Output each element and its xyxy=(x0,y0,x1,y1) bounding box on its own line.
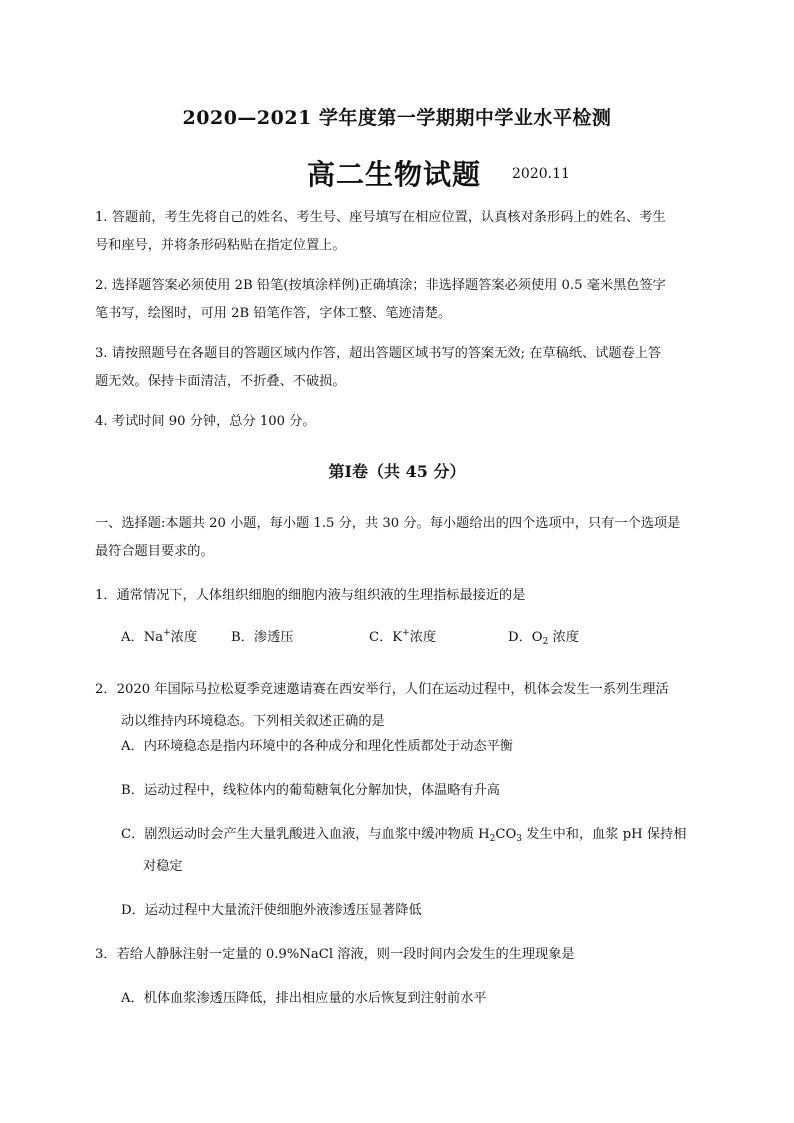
q2-stem-line-2: 动以维持内环境稳态。下列相关叙述正确的是 xyxy=(121,714,385,729)
q2-option-c-formula: CO xyxy=(495,827,517,842)
q2-option-c-sub-2: 3 xyxy=(516,834,523,844)
instruction-1-line-2: 号和座号，并将条形码粘贴在指定位置上。 xyxy=(95,238,346,253)
q2-option-c-sub-1: 2 xyxy=(489,834,496,844)
instruction-1-line-1: 1. 答题前，考生先将自己的姓名、考生号、座号填写在相应位置，认真核对条形码上的姓名、考生 xyxy=(95,210,666,225)
q1-option-d-sub: 2 xyxy=(542,637,549,647)
q1-option-d xyxy=(508,626,579,647)
q2-option-d: D．运动过程中大量流汗使细胞外液渗透压显著降低 xyxy=(121,903,422,918)
instruction-3-line-1: 3. 请按照题号在各题目的答题区域内作答，超出答题区域书写的答案无效; 在草稿纸、试题卷上答 xyxy=(95,346,662,361)
instruction-4: 4. 考试时间 90 分钟，总分 100 分。 xyxy=(95,414,316,429)
q1-option-c-sup: + xyxy=(402,628,410,638)
section-intro-line-1: 一、选择题:本题共 20 小题，每小题 1.5 分，共 30 分。每小题给出的四个选项中，只有一个选项是 xyxy=(95,516,681,531)
q1-option-a-text: A．Na xyxy=(121,630,164,645)
section-intro-line-2: 最符合题目要求的。 xyxy=(95,544,214,559)
q1-option-c-suffix: 浓度 xyxy=(409,630,437,645)
exam-subtitle: 高二生物试题 xyxy=(307,158,482,191)
q1-option-a xyxy=(121,626,197,645)
q2-option-c-text: C．剧烈运动时会产生大量乳酸进入血液，与血浆中缓冲物质 H xyxy=(121,827,490,842)
q2-option-c-line-1 xyxy=(121,823,686,844)
instruction-2-line-1: 2. 选择题答案必须使用 2B 铅笔(按填涂样例)正确填涂；非选择题答案必须使用 0.5 毫米黑色签字 xyxy=(95,278,666,293)
exam-title: 2020—2021 学年度第一学期期中学业水平检测 xyxy=(182,107,612,129)
q1-option-c xyxy=(369,626,436,645)
q1-option-d-text: D．O xyxy=(508,630,543,645)
q1-option-d-suffix: 浓度 xyxy=(548,630,579,645)
q2-stem-line-1: 2．2020 年国际马拉松夏季竞速邀请赛在西安举行，人们在运动过程中，机体会发生一系列生理活 xyxy=(95,682,669,697)
q1-option-a-sup: + xyxy=(163,628,171,638)
instruction-2-line-2: 笔书写，绘图时，可用 2B 铅笔作答，字体工整、笔迹清楚。 xyxy=(95,306,452,321)
exam-date: 2020.11 xyxy=(512,166,570,182)
q2-option-b: B．运动过程中，线粒体内的葡萄糖氧化分解加快，体温略有升高 xyxy=(121,783,500,798)
q3-option-a: A．机体血浆渗透压降低，排出相应量的水后恢复到注射前水平 xyxy=(121,991,487,1006)
instruction-3-line-2: 题无效。保持卡面清洁，不折叠、不破损。 xyxy=(95,374,346,389)
q1-option-a-suffix: 浓度 xyxy=(170,630,198,645)
q2-option-a: A．内环境稳态是指内环境中的各种成分和理化性质都处于动态平衡 xyxy=(121,739,513,754)
q1-option-c-text: C．K xyxy=(369,630,403,645)
section-heading: 第Ⅰ卷（共 45 分） xyxy=(328,462,466,481)
q1-option-b: B．渗透压 xyxy=(231,630,294,645)
q2-option-c-line-2: 对稳定 xyxy=(143,859,183,874)
q2-option-c-suffix: 发生中和，血浆 pH 保持相 xyxy=(522,827,687,842)
q3-stem: 3．若给人静脉注射一定量的 0.9%NaCl 溶液，则一段时间内会发生的生理现象是 xyxy=(95,947,575,962)
q1-stem: 1．通常情况下，人体组织细胞的细胞内液与组织液的生理指标最接近的是 xyxy=(95,588,526,603)
